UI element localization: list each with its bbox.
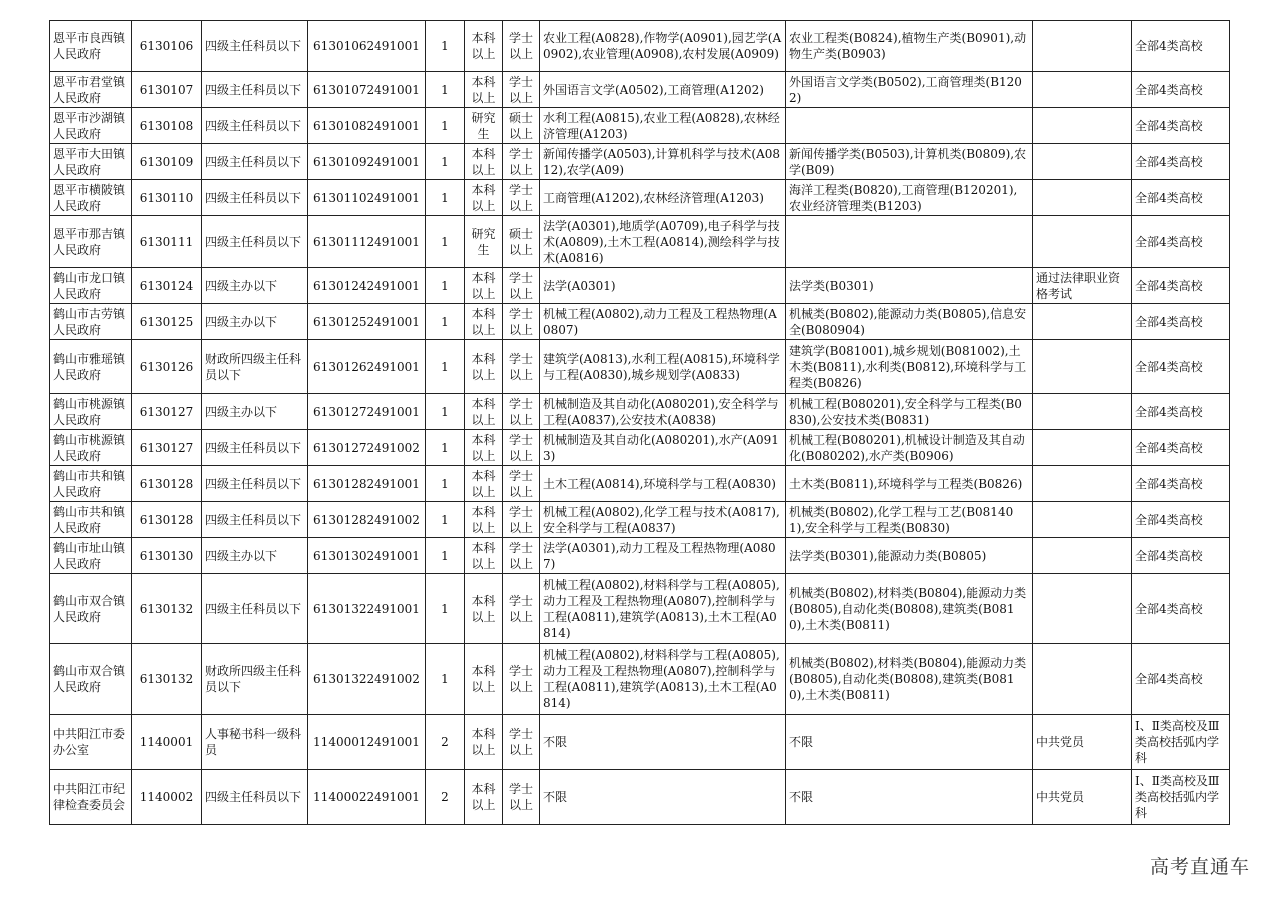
school-requirement-cell: 全部4类高校 — [1132, 268, 1230, 304]
major-graduate-cell: 土木工程(A0814),环境科学与工程(A0830) — [540, 466, 786, 502]
degree-cell: 学士以上 — [503, 538, 540, 574]
education-cell: 本科以上 — [465, 180, 503, 216]
position-cell: 四级主任科员以下 — [202, 770, 308, 825]
position-code-cell: 61301262491001 — [308, 340, 426, 394]
school-requirement-cell: 全部4类高校 — [1132, 72, 1230, 108]
school-requirement-cell: 全部4类高校 — [1132, 574, 1230, 644]
table-row — [50, 430, 1230, 466]
unit-cell: 恩平市沙湖镇人民政府 — [50, 108, 132, 144]
position-code-cell: 61301112491001 — [308, 216, 426, 268]
education-cell: 本科以上 — [465, 574, 503, 644]
unit-cell: 鹤山市古劳镇人民政府 — [50, 304, 132, 340]
major-undergraduate-cell: 法学类(B0301),能源动力类(B0805) — [786, 538, 1033, 574]
other-requirements-cell — [1033, 21, 1132, 72]
major-undergraduate-cell: 不限 — [786, 770, 1033, 825]
degree-cell: 学士以上 — [503, 394, 540, 430]
major-undergraduate-cell: 新闻传播学类(B0503),计算机类(B0809),农学(B09) — [786, 144, 1033, 180]
education-cell: 本科以上 — [465, 770, 503, 825]
table-row — [50, 180, 1230, 216]
hiring-count-cell: 1 — [426, 430, 465, 466]
table-row — [50, 538, 1230, 574]
unit-cell: 恩平市那吉镇人民政府 — [50, 216, 132, 268]
degree-cell: 学士以上 — [503, 574, 540, 644]
education-cell: 本科以上 — [465, 268, 503, 304]
position-cell: 四级主任科员以下 — [202, 466, 308, 502]
position-code-cell: 61301072491001 — [308, 72, 426, 108]
school-requirement-cell: 全部4类高校 — [1132, 538, 1230, 574]
unit-cell: 鹤山市龙口镇人民政府 — [50, 268, 132, 304]
position-code-cell: 61301272491001 — [308, 394, 426, 430]
table-body — [50, 21, 1230, 825]
position-code-cell: 61301282491002 — [308, 502, 426, 538]
education-cell: 本科以上 — [465, 538, 503, 574]
table-row — [50, 216, 1230, 268]
position-code-cell: 61301282491001 — [308, 466, 426, 502]
education-cell: 研究生 — [465, 108, 503, 144]
unit-code-cell: 6130124 — [132, 268, 202, 304]
other-requirements-cell — [1033, 394, 1132, 430]
hiring-count-cell: 2 — [426, 715, 465, 770]
table-row — [50, 394, 1230, 430]
school-requirement-cell: 全部4类高校 — [1132, 466, 1230, 502]
table-row — [50, 574, 1230, 644]
position-cell: 四级主办以下 — [202, 394, 308, 430]
unit-code-cell: 6130128 — [132, 502, 202, 538]
hiring-count-cell: 1 — [426, 144, 465, 180]
education-cell: 本科以上 — [465, 144, 503, 180]
major-undergraduate-cell — [786, 216, 1033, 268]
unit-code-cell: 6130128 — [132, 466, 202, 502]
table-row — [50, 644, 1230, 715]
unit-code-cell: 6130126 — [132, 340, 202, 394]
table-row — [50, 72, 1230, 108]
unit-code-cell: 1140002 — [132, 770, 202, 825]
major-undergraduate-cell: 机械类(B0802),化学工程与工艺(B081401),安全科学与工程类(B0830) — [786, 502, 1033, 538]
hiring-count-cell: 1 — [426, 108, 465, 144]
unit-cell: 中共阳江市纪律检查委员会 — [50, 770, 132, 825]
other-requirements-cell — [1033, 574, 1132, 644]
unit-cell: 鹤山市双合镇人民政府 — [50, 644, 132, 715]
education-cell: 本科以上 — [465, 644, 503, 715]
position-cell: 财政所四级主任科员以下 — [202, 340, 308, 394]
position-cell: 四级主任科员以下 — [202, 72, 308, 108]
degree-cell: 学士以上 — [503, 466, 540, 502]
education-cell: 研究生 — [465, 216, 503, 268]
position-code-cell: 61301252491001 — [308, 304, 426, 340]
degree-cell: 学士以上 — [503, 21, 540, 72]
education-cell: 本科以上 — [465, 430, 503, 466]
unit-code-cell: 6130125 — [132, 304, 202, 340]
table-row — [50, 304, 1230, 340]
unit-cell: 鹤山市共和镇人民政府 — [50, 502, 132, 538]
unit-code-cell: 6130108 — [132, 108, 202, 144]
major-graduate-cell: 水利工程(A0815),农业工程(A0828),农林经济管理(A1203) — [540, 108, 786, 144]
other-requirements-cell — [1033, 216, 1132, 268]
position-cell: 四级主任科员以下 — [202, 574, 308, 644]
unit-code-cell: 6130107 — [132, 72, 202, 108]
major-undergraduate-cell — [786, 108, 1033, 144]
unit-cell: 鹤山市桃源镇人民政府 — [50, 430, 132, 466]
position-code-cell: 61301092491001 — [308, 144, 426, 180]
major-graduate-cell: 机械工程(A0802),化学工程与技术(A0817),安全科学与工程(A0837) — [540, 502, 786, 538]
hiring-count-cell: 1 — [426, 538, 465, 574]
school-requirement-cell: 全部4类高校 — [1132, 394, 1230, 430]
unit-code-cell: 1140001 — [132, 715, 202, 770]
school-requirement-cell: 全部4类高校 — [1132, 644, 1230, 715]
position-cell: 四级主任科员以下 — [202, 144, 308, 180]
unit-code-cell: 6130132 — [132, 574, 202, 644]
education-cell: 本科以上 — [465, 715, 503, 770]
other-requirements-cell — [1033, 466, 1132, 502]
major-graduate-cell: 法学(A0301),地质学(A0709),电子科学与技术(A0809),土木工程(A0814),测绘科学与技术(A0816) — [540, 216, 786, 268]
major-graduate-cell: 新闻传播学(A0503),计算机科学与技术(A0812),农学(A09) — [540, 144, 786, 180]
unit-code-cell: 6130111 — [132, 216, 202, 268]
table-row — [50, 502, 1230, 538]
degree-cell: 学士以上 — [503, 644, 540, 715]
other-requirements-cell — [1033, 108, 1132, 144]
degree-cell: 学士以上 — [503, 72, 540, 108]
hiring-count-cell: 1 — [426, 394, 465, 430]
major-undergraduate-cell: 土木类(B0811),环境科学与工程类(B0826) — [786, 466, 1033, 502]
education-cell: 本科以上 — [465, 502, 503, 538]
unit-cell: 恩平市大田镇人民政府 — [50, 144, 132, 180]
table-row — [50, 21, 1230, 72]
other-requirements-cell: 通过法律职业资格考试 — [1033, 268, 1132, 304]
unit-code-cell: 6130109 — [132, 144, 202, 180]
other-requirements-cell — [1033, 144, 1132, 180]
hiring-count-cell: 1 — [426, 21, 465, 72]
unit-code-cell: 6130132 — [132, 644, 202, 715]
major-undergraduate-cell: 建筑学(B081001),城乡规划(B081002),土木类(B0811),水利类(B0812),环境科学与工程类(B0826) — [786, 340, 1033, 394]
education-cell: 本科以上 — [465, 72, 503, 108]
school-requirement-cell: 全部4类高校 — [1132, 180, 1230, 216]
major-undergraduate-cell: 不限 — [786, 715, 1033, 770]
hiring-count-cell: 1 — [426, 304, 465, 340]
unit-cell: 鹤山市址山镇人民政府 — [50, 538, 132, 574]
recruitment-table — [49, 20, 1230, 825]
degree-cell: 学士以上 — [503, 430, 540, 466]
major-graduate-cell: 机械制造及其自动化(A080201),安全科学与工程(A0837),公安技术(A0838) — [540, 394, 786, 430]
degree-cell: 学士以上 — [503, 715, 540, 770]
other-requirements-cell: 中共党员 — [1033, 770, 1132, 825]
other-requirements-cell — [1033, 340, 1132, 394]
major-undergraduate-cell: 机械类(B0802),材料类(B0804),能源动力类(B0805),自动化类(B0808),建筑类(B0810),土木类(B0811) — [786, 644, 1033, 715]
table-row — [50, 466, 1230, 502]
major-graduate-cell: 工商管理(A1202),农林经济管理(A1203) — [540, 180, 786, 216]
hiring-count-cell: 1 — [426, 180, 465, 216]
position-cell: 四级主任科员以下 — [202, 21, 308, 72]
table-row — [50, 268, 1230, 304]
other-requirements-cell — [1033, 72, 1132, 108]
position-cell: 四级主任科员以下 — [202, 108, 308, 144]
position-code-cell: 61301272491002 — [308, 430, 426, 466]
position-cell: 四级主办以下 — [202, 304, 308, 340]
major-undergraduate-cell: 外国语言文学类(B0502),工商管理类(B1202) — [786, 72, 1033, 108]
unit-code-cell: 6130110 — [132, 180, 202, 216]
table-row — [50, 340, 1230, 394]
school-requirement-cell: Ⅰ、Ⅱ类高校及Ⅲ类高校括弧内学科 — [1132, 770, 1230, 825]
education-cell: 本科以上 — [465, 340, 503, 394]
school-requirement-cell: 全部4类高校 — [1132, 340, 1230, 394]
hiring-count-cell: 1 — [426, 644, 465, 715]
unit-code-cell: 6130127 — [132, 430, 202, 466]
table-row — [50, 144, 1230, 180]
school-requirement-cell: Ⅰ、Ⅱ类高校及Ⅲ类高校括弧内学科 — [1132, 715, 1230, 770]
position-cell: 财政所四级主任科员以下 — [202, 644, 308, 715]
unit-code-cell: 6130106 — [132, 21, 202, 72]
school-requirement-cell: 全部4类高校 — [1132, 216, 1230, 268]
position-cell: 四级主任科员以下 — [202, 502, 308, 538]
other-requirements-cell — [1033, 502, 1132, 538]
position-cell: 人事秘书科一级科员 — [202, 715, 308, 770]
position-code-cell: 61301322491002 — [308, 644, 426, 715]
hiring-count-cell: 1 — [426, 72, 465, 108]
degree-cell: 学士以上 — [503, 304, 540, 340]
school-requirement-cell: 全部4类高校 — [1132, 502, 1230, 538]
major-undergraduate-cell: 海洋工程类(B0820),工商管理(B120201),农业经济管理类(B1203) — [786, 180, 1033, 216]
degree-cell: 学士以上 — [503, 144, 540, 180]
degree-cell: 学士以上 — [503, 180, 540, 216]
hiring-count-cell: 1 — [426, 466, 465, 502]
position-code-cell: 61301082491001 — [308, 108, 426, 144]
unit-cell: 恩平市君堂镇人民政府 — [50, 72, 132, 108]
position-cell: 四级主办以下 — [202, 268, 308, 304]
watermark-text: 高考直通车 — [1149, 856, 1250, 878]
position-cell: 四级主任科员以下 — [202, 216, 308, 268]
unit-cell: 鹤山市雅瑶镇人民政府 — [50, 340, 132, 394]
degree-cell: 学士以上 — [503, 340, 540, 394]
position-code-cell: 61301102491001 — [308, 180, 426, 216]
position-cell: 四级主任科员以下 — [202, 180, 308, 216]
unit-code-cell: 6130127 — [132, 394, 202, 430]
hiring-count-cell: 1 — [426, 268, 465, 304]
school-requirement-cell: 全部4类高校 — [1132, 108, 1230, 144]
major-graduate-cell: 不限 — [540, 715, 786, 770]
unit-cell: 恩平市横陂镇人民政府 — [50, 180, 132, 216]
degree-cell: 学士以上 — [503, 502, 540, 538]
position-code-cell: 61301062491001 — [308, 21, 426, 72]
major-graduate-cell: 不限 — [540, 770, 786, 825]
education-cell: 本科以上 — [465, 466, 503, 502]
hiring-count-cell: 1 — [426, 216, 465, 268]
education-cell: 本科以上 — [465, 394, 503, 430]
unit-cell: 恩平市良西镇人民政府 — [50, 21, 132, 72]
table-row — [50, 108, 1230, 144]
degree-cell: 硕士以上 — [503, 108, 540, 144]
hiring-count-cell: 2 — [426, 770, 465, 825]
other-requirements-cell — [1033, 430, 1132, 466]
hiring-count-cell: 1 — [426, 574, 465, 644]
unit-cell: 鹤山市共和镇人民政府 — [50, 466, 132, 502]
position-code-cell: 11400012491001 — [308, 715, 426, 770]
major-undergraduate-cell: 法学类(B0301) — [786, 268, 1033, 304]
position-code-cell: 61301242491001 — [308, 268, 426, 304]
degree-cell: 硕士以上 — [503, 216, 540, 268]
major-graduate-cell: 法学(A0301),动力工程及工程热物理(A0807) — [540, 538, 786, 574]
major-undergraduate-cell: 机械工程(B080201),安全科学与工程类(B0830),公安技术类(B0831) — [786, 394, 1033, 430]
position-cell: 四级主办以下 — [202, 538, 308, 574]
other-requirements-cell — [1033, 644, 1132, 715]
position-code-cell: 61301302491001 — [308, 538, 426, 574]
degree-cell: 学士以上 — [503, 268, 540, 304]
unit-cell: 鹤山市双合镇人民政府 — [50, 574, 132, 644]
other-requirements-cell: 中共党员 — [1033, 715, 1132, 770]
major-graduate-cell: 法学(A0301) — [540, 268, 786, 304]
major-undergraduate-cell: 机械类(B0802),能源动力类(B0805),信息安全(B080904) — [786, 304, 1033, 340]
school-requirement-cell: 全部4类高校 — [1132, 144, 1230, 180]
major-undergraduate-cell: 农业工程类(B0824),植物生产类(B0901),动物生产类(B0903) — [786, 21, 1033, 72]
position-cell: 四级主任科员以下 — [202, 430, 308, 466]
major-undergraduate-cell: 机械类(B0802),材料类(B0804),能源动力类(B0805),自动化类(B0808),建筑类(B0810),土木类(B0811) — [786, 574, 1033, 644]
other-requirements-cell — [1033, 180, 1132, 216]
position-code-cell: 11400022491001 — [308, 770, 426, 825]
degree-cell: 学士以上 — [503, 770, 540, 825]
table-row — [50, 715, 1230, 770]
position-code-cell: 61301322491001 — [308, 574, 426, 644]
education-cell: 本科以上 — [465, 304, 503, 340]
major-graduate-cell: 机械工程(A0802),动力工程及工程热物理(A0807) — [540, 304, 786, 340]
unit-cell: 鹤山市桃源镇人民政府 — [50, 394, 132, 430]
unit-cell: 中共阳江市委办公室 — [50, 715, 132, 770]
education-cell: 本科以上 — [465, 21, 503, 72]
major-graduate-cell: 机械工程(A0802),材料科学与工程(A0805),动力工程及工程热物理(A0807),控制科学与工程(A0811),建筑学(A0813),土木工程(A0814) — [540, 644, 786, 715]
major-graduate-cell: 建筑学(A0813),水利工程(A0815),环境科学与工程(A0830),城乡规划学(A0833) — [540, 340, 786, 394]
school-requirement-cell: 全部4类高校 — [1132, 21, 1230, 72]
hiring-count-cell: 1 — [426, 502, 465, 538]
hiring-count-cell: 1 — [426, 340, 465, 394]
other-requirements-cell — [1033, 304, 1132, 340]
major-graduate-cell: 机械工程(A0802),材料科学与工程(A0805),动力工程及工程热物理(A0807),控制科学与工程(A0811),建筑学(A0813),土木工程(A0814) — [540, 574, 786, 644]
table-row — [50, 770, 1230, 825]
major-graduate-cell: 外国语言文学(A0502),工商管理(A1202) — [540, 72, 786, 108]
school-requirement-cell: 全部4类高校 — [1132, 430, 1230, 466]
major-graduate-cell: 农业工程(A0828),作物学(A0901),园艺学(A0902),农业管理(A0908),农村发展(A0909) — [540, 21, 786, 72]
unit-code-cell: 6130130 — [132, 538, 202, 574]
major-undergraduate-cell: 机械工程(B080201),机械设计制造及其自动化(B080202),水产类(B0906) — [786, 430, 1033, 466]
major-graduate-cell: 机械制造及其自动化(A080201),水产(A0913) — [540, 430, 786, 466]
other-requirements-cell — [1033, 538, 1132, 574]
school-requirement-cell: 全部4类高校 — [1132, 304, 1230, 340]
